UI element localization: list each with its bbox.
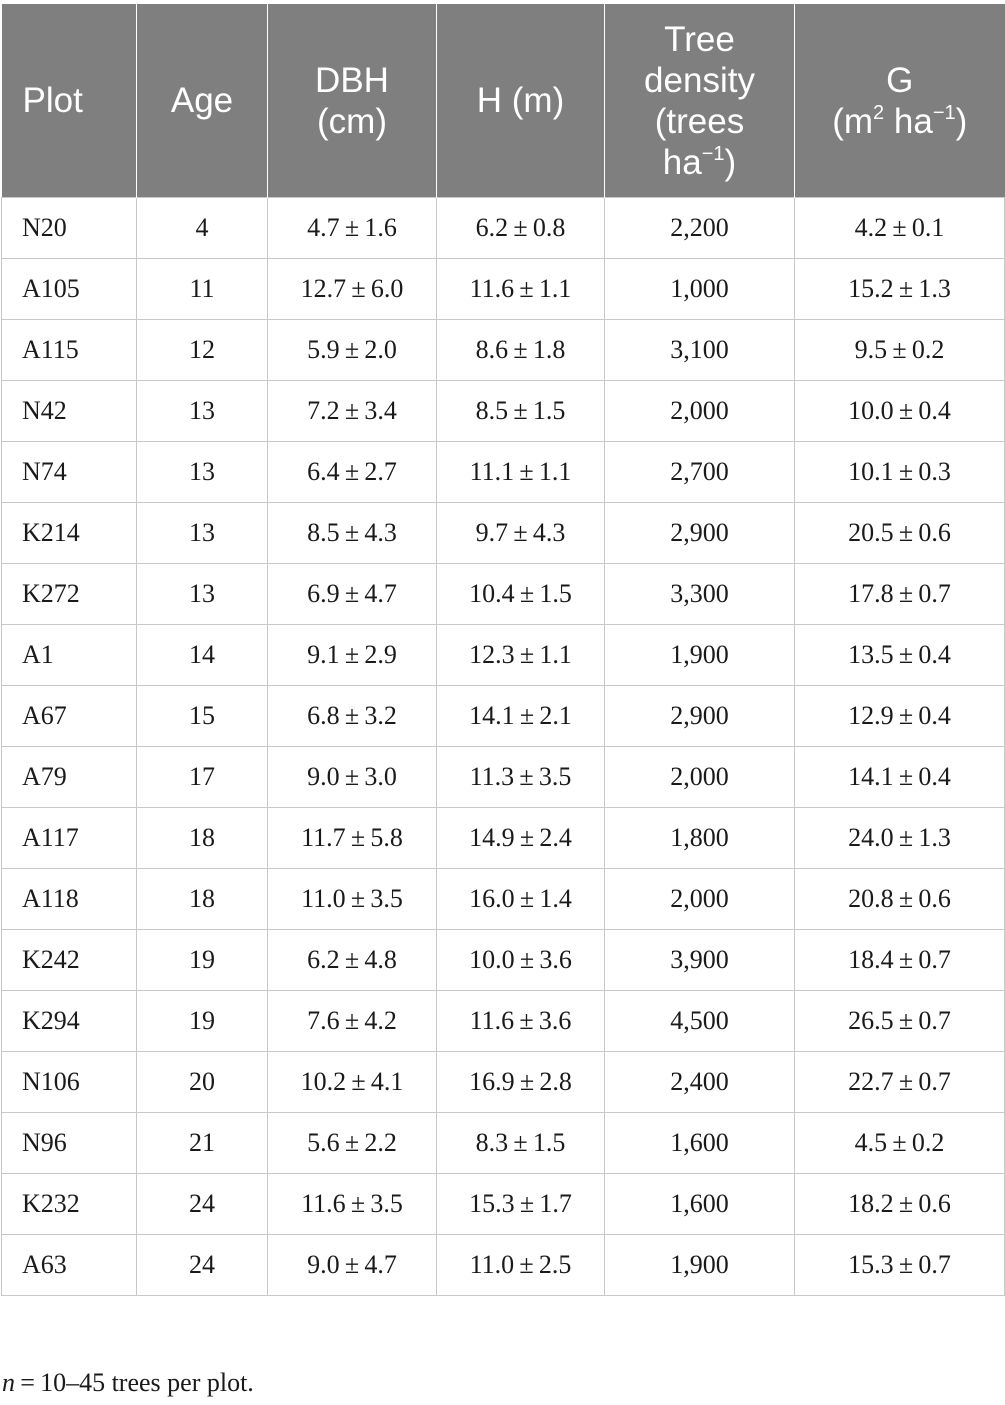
cell-age: 15 xyxy=(137,686,268,747)
table-row xyxy=(2,991,1005,1052)
header-g-line1: G xyxy=(886,60,914,100)
cell-density: 2,700 xyxy=(605,442,795,503)
cell-dbh: 8.5 ± 4.3 xyxy=(268,503,437,564)
cell-plot: N20 xyxy=(2,198,137,259)
cell-plot: A105 xyxy=(2,259,137,320)
footnote-variable: n xyxy=(2,1368,15,1397)
table-row xyxy=(2,198,1005,259)
cell-g: 14.1 ± 0.4 xyxy=(795,747,1005,808)
cell-dbh: 9.1 ± 2.9 xyxy=(268,625,437,686)
table-row xyxy=(2,1052,1005,1113)
cell-age: 17 xyxy=(137,747,268,808)
cell-plot: K214 xyxy=(2,503,137,564)
cell-density: 1,600 xyxy=(605,1174,795,1235)
header-g-exponent-neg1: −1 xyxy=(932,101,956,124)
header-height: H (m) xyxy=(437,4,605,198)
cell-density: 1,900 xyxy=(605,1235,795,1296)
cell-height: 10.4 ± 1.5 xyxy=(437,564,605,625)
cell-density: 2,000 xyxy=(605,747,795,808)
cell-plot: K232 xyxy=(2,1174,137,1235)
table-row xyxy=(2,564,1005,625)
cell-dbh: 11.6 ± 3.5 xyxy=(268,1174,437,1235)
header-dbh-line1: DBH xyxy=(315,60,389,100)
table-row xyxy=(2,1113,1005,1174)
header-density-unit: ha xyxy=(662,142,702,182)
header-density-line3: (trees xyxy=(654,101,745,141)
cell-plot: K272 xyxy=(2,564,137,625)
cell-dbh: 9.0 ± 3.0 xyxy=(268,747,437,808)
cell-density: 3,300 xyxy=(605,564,795,625)
header-dbh-line2: (cm) xyxy=(317,101,387,141)
cell-density: 2,000 xyxy=(605,869,795,930)
cell-age: 13 xyxy=(137,503,268,564)
table-row xyxy=(2,625,1005,686)
table-row xyxy=(2,442,1005,503)
cell-dbh: 9.0 ± 4.7 xyxy=(268,1235,437,1296)
cell-dbh: 7.6 ± 4.2 xyxy=(268,991,437,1052)
cell-dbh: 11.0 ± 3.5 xyxy=(268,869,437,930)
cell-age: 14 xyxy=(137,625,268,686)
cell-density: 4,500 xyxy=(605,991,795,1052)
cell-age: 12 xyxy=(137,320,268,381)
cell-age: 19 xyxy=(137,991,268,1052)
table-row xyxy=(2,320,1005,381)
cell-age: 4 xyxy=(137,198,268,259)
cell-height: 11.1 ± 1.1 xyxy=(437,442,605,503)
cell-height: 16.0 ± 1.4 xyxy=(437,869,605,930)
cell-g: 22.7 ± 0.7 xyxy=(795,1052,1005,1113)
cell-height: 11.6 ± 1.1 xyxy=(437,259,605,320)
header-g-unit-ha: ha xyxy=(884,101,933,141)
cell-plot: A115 xyxy=(2,320,137,381)
cell-plot: K294 xyxy=(2,991,137,1052)
cell-plot: N106 xyxy=(2,1052,137,1113)
cell-density: 1,900 xyxy=(605,625,795,686)
cell-height: 11.0 ± 2.5 xyxy=(437,1235,605,1296)
cell-age: 20 xyxy=(137,1052,268,1113)
cell-age: 24 xyxy=(137,1235,268,1296)
cell-density: 2,000 xyxy=(605,381,795,442)
cell-height: 12.3 ± 1.1 xyxy=(437,625,605,686)
cell-dbh: 6.8 ± 3.2 xyxy=(268,686,437,747)
cell-g: 26.5 ± 0.7 xyxy=(795,991,1005,1052)
cell-plot: K242 xyxy=(2,930,137,991)
cell-g: 18.4 ± 0.7 xyxy=(795,930,1005,991)
cell-dbh: 6.4 ± 2.7 xyxy=(268,442,437,503)
cell-age: 13 xyxy=(137,442,268,503)
table-footnote xyxy=(2,1368,254,1398)
cell-plot: A79 xyxy=(2,747,137,808)
cell-height: 15.3 ± 1.7 xyxy=(437,1174,605,1235)
cell-density: 2,900 xyxy=(605,686,795,747)
cell-dbh: 5.6 ± 2.2 xyxy=(268,1113,437,1174)
table-row xyxy=(2,381,1005,442)
cell-plot: A1 xyxy=(2,625,137,686)
cell-g: 20.8 ± 0.6 xyxy=(795,869,1005,930)
cell-g: 24.0 ± 1.3 xyxy=(795,808,1005,869)
cell-height: 8.3 ± 1.5 xyxy=(437,1113,605,1174)
table-row xyxy=(2,808,1005,869)
cell-height: 8.6 ± 1.8 xyxy=(437,320,605,381)
cell-height: 16.9 ± 2.8 xyxy=(437,1052,605,1113)
cell-plot: A117 xyxy=(2,808,137,869)
header-g-close: ) xyxy=(955,101,968,141)
cell-age: 24 xyxy=(137,1174,268,1235)
cell-g: 12.9 ± 0.4 xyxy=(795,686,1005,747)
cell-plot: A118 xyxy=(2,869,137,930)
header-plot: Plot xyxy=(2,4,137,198)
cell-age: 11 xyxy=(137,259,268,320)
cell-dbh: 6.2 ± 4.8 xyxy=(268,930,437,991)
header-density xyxy=(605,4,795,198)
cell-dbh: 11.7 ± 5.8 xyxy=(268,808,437,869)
cell-plot: N96 xyxy=(2,1113,137,1174)
cell-density: 1,000 xyxy=(605,259,795,320)
header-g-exponent-2: 2 xyxy=(873,101,885,124)
cell-dbh: 5.9 ± 2.0 xyxy=(268,320,437,381)
cell-g: 10.1 ± 0.3 xyxy=(795,442,1005,503)
cell-age: 19 xyxy=(137,930,268,991)
cell-g: 18.2 ± 0.6 xyxy=(795,1174,1005,1235)
cell-plot: A63 xyxy=(2,1235,137,1296)
header-g xyxy=(795,4,1005,198)
header-density-close: ) xyxy=(724,142,737,182)
cell-density: 3,100 xyxy=(605,320,795,381)
cell-g: 17.8 ± 0.7 xyxy=(795,564,1005,625)
cell-height: 6.2 ± 0.8 xyxy=(437,198,605,259)
table-row xyxy=(2,686,1005,747)
table-row xyxy=(2,1174,1005,1235)
header-row xyxy=(2,4,1005,198)
cell-dbh: 4.7 ± 1.6 xyxy=(268,198,437,259)
cell-g: 4.5 ± 0.2 xyxy=(795,1113,1005,1174)
cell-height: 8.5 ± 1.5 xyxy=(437,381,605,442)
cell-density: 3,900 xyxy=(605,930,795,991)
cell-density: 1,600 xyxy=(605,1113,795,1174)
table-row xyxy=(2,747,1005,808)
cell-age: 18 xyxy=(137,869,268,930)
cell-dbh: 12.7 ± 6.0 xyxy=(268,259,437,320)
cell-g: 4.2 ± 0.1 xyxy=(795,198,1005,259)
cell-plot: N42 xyxy=(2,381,137,442)
header-density-line2: density xyxy=(644,60,755,100)
table-row xyxy=(2,503,1005,564)
cell-age: 18 xyxy=(137,808,268,869)
cell-height: 14.9 ± 2.4 xyxy=(437,808,605,869)
cell-plot: A67 xyxy=(2,686,137,747)
header-density-line1: Tree xyxy=(664,19,735,59)
cell-height: 11.6 ± 3.6 xyxy=(437,991,605,1052)
data-table xyxy=(1,4,1005,1296)
cell-age: 21 xyxy=(137,1113,268,1174)
cell-g: 9.5 ± 0.2 xyxy=(795,320,1005,381)
cell-height: 14.1 ± 2.1 xyxy=(437,686,605,747)
table-row xyxy=(2,869,1005,930)
cell-age: 13 xyxy=(137,564,268,625)
cell-g: 20.5 ± 0.6 xyxy=(795,503,1005,564)
cell-age: 13 xyxy=(137,381,268,442)
cell-dbh: 7.2 ± 3.4 xyxy=(268,381,437,442)
header-g-unit-m: (m xyxy=(832,101,874,141)
cell-g: 13.5 ± 0.4 xyxy=(795,625,1005,686)
header-density-exponent: −1 xyxy=(701,142,725,165)
table-row xyxy=(2,930,1005,991)
cell-height: 9.7 ± 4.3 xyxy=(437,503,605,564)
footnote-text: = 10–45 trees per plot. xyxy=(15,1368,254,1397)
cell-height: 10.0 ± 3.6 xyxy=(437,930,605,991)
cell-density: 2,200 xyxy=(605,198,795,259)
cell-density: 2,900 xyxy=(605,503,795,564)
cell-plot: N74 xyxy=(2,442,137,503)
cell-g: 15.3 ± 0.7 xyxy=(795,1235,1005,1296)
cell-height: 11.3 ± 3.5 xyxy=(437,747,605,808)
cell-g: 10.0 ± 0.4 xyxy=(795,381,1005,442)
cell-dbh: 6.9 ± 4.7 xyxy=(268,564,437,625)
cell-dbh: 10.2 ± 4.1 xyxy=(268,1052,437,1113)
header-dbh xyxy=(268,4,437,198)
cell-g: 15.2 ± 1.3 xyxy=(795,259,1005,320)
cell-density: 2,400 xyxy=(605,1052,795,1113)
table-row xyxy=(2,1235,1005,1296)
header-age: Age xyxy=(137,4,268,198)
table-row xyxy=(2,259,1005,320)
table-header xyxy=(2,4,1005,198)
table-body xyxy=(2,198,1005,1296)
cell-density: 1,800 xyxy=(605,808,795,869)
